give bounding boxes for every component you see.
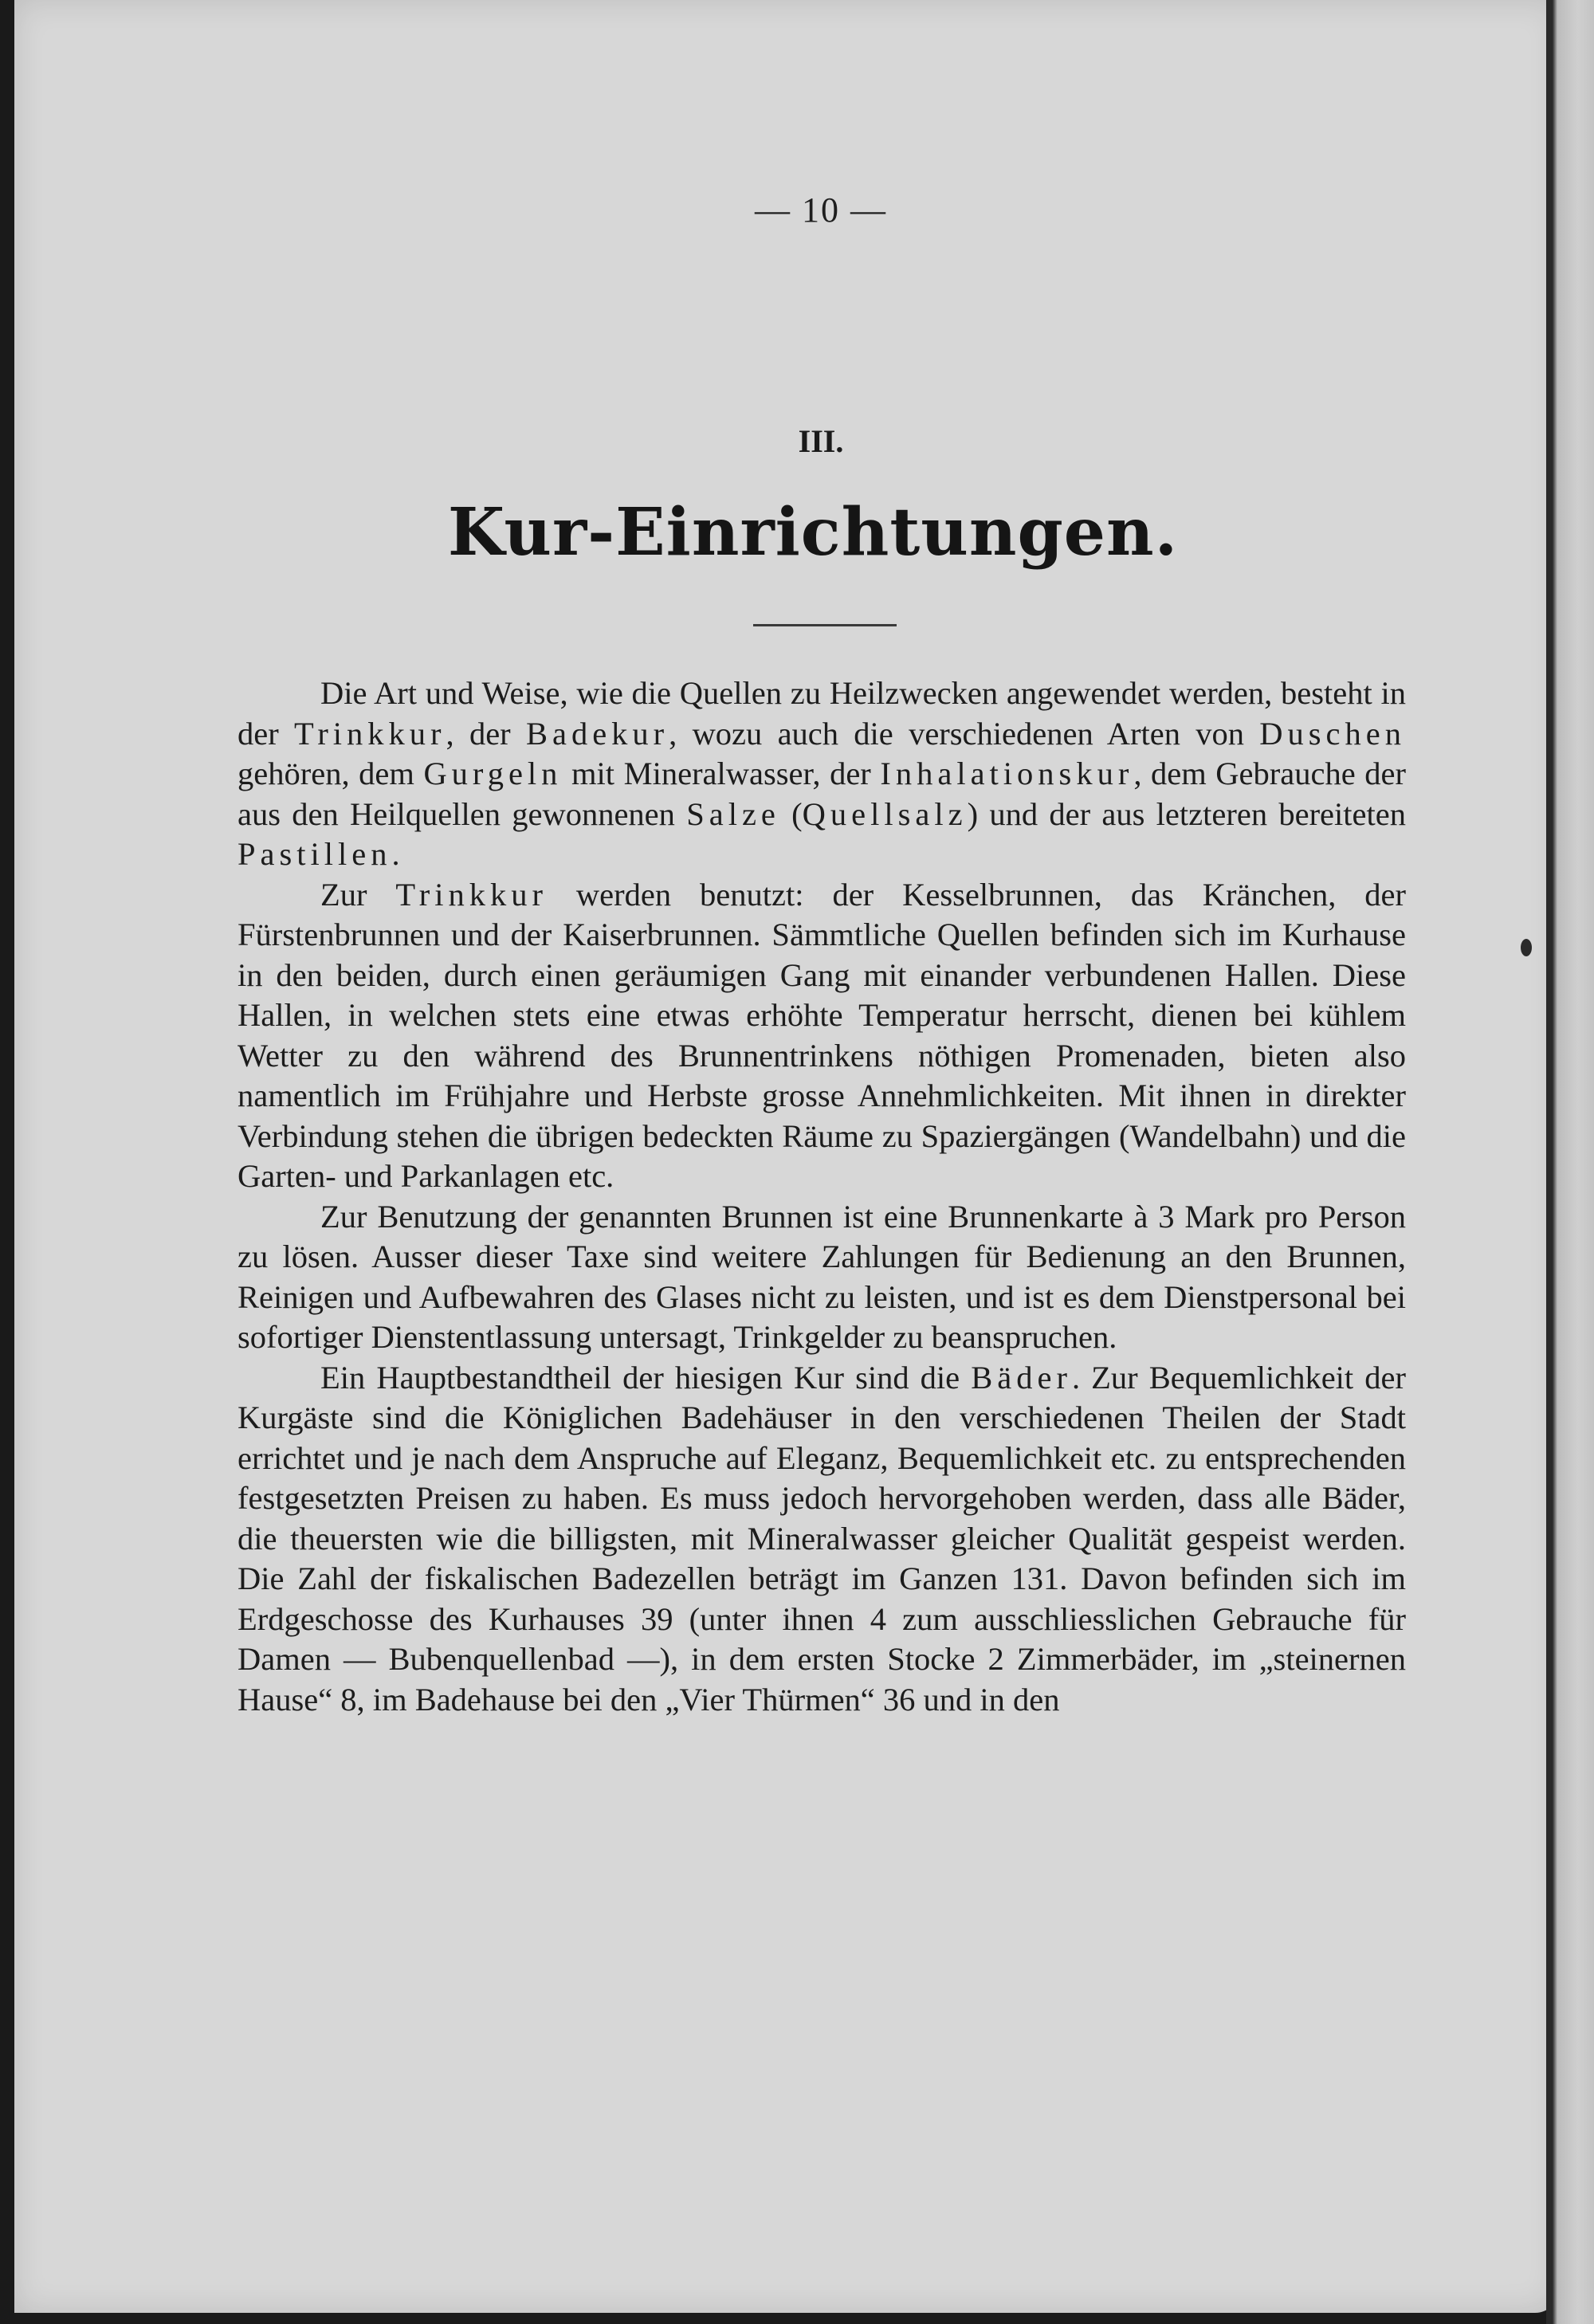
- text-run: mit Mineralwasser, der: [562, 756, 881, 791]
- paragraph: [238, 1358, 1406, 1721]
- chapter-title: Kur-Einrichtungen.: [447, 494, 1179, 571]
- text-run: . Zur Bequemlichkeit der Kurgäste sind die Königlichen Badehäuser in den verschiedenen Theilen der Stadt errichtet und je nach dem Anspruche auf Eleganz, Bequemlichkeit etc. zu entsprechenden festgesetzten Preisen zu haben. Es muss jedoch hervorgehoben werden, dass alle Bäder, die theuersten wie die billigsten, mit Mineralwasser gleicher Qualität gespeist werden. Die Zahl der fiskalischen Badezellen beträgt im Ganzen 131. Davon befinden sich im Erdgeschosse des Kurhauses 39 (unter ihnen 4 zum ausschliesslichen Gebrauche für Damen — Bubenquellenbad —), in dem ersten Stocke 2 Zimmerbäder, im „steinernen Hause“ 8, im Badehause bei den „Vier Thürmen“ 36 und in den: [238, 1359, 1406, 1717]
- title-divider: [753, 624, 897, 626]
- paragraph: [238, 1197, 1406, 1358]
- spaced-term: Trinkkur: [294, 715, 446, 752]
- page-number: — 10 —: [755, 190, 887, 230]
- text-run: , dem Gebrauche der aus den Heilquellen gewonnenen: [238, 756, 1406, 832]
- spaced-term: Bäder: [971, 1359, 1072, 1396]
- spaced-term: Quellsalz: [802, 795, 968, 832]
- text-run: Zur Benutzung der genannten Brunnen ist eine Brunnenkarte à 3 Mark pro Person zu lösen. Ausser dieser Taxe sind weitere Zahlungen für Bedienung an den Brunnen, Reinigen und Aufbewahren des Glases nicht zu leisten, und ist es dem Dienstpersonal bei sofortiger Dienstentlassung untersagt, Trinkgelder zu beanspruchen.: [238, 1198, 1406, 1355]
- text-run: , der: [446, 715, 526, 752]
- paragraph: [238, 875, 1406, 1197]
- spaced-term: Badekur: [525, 715, 669, 752]
- spaced-term: Duschen: [1259, 715, 1406, 752]
- chapter-number: III.: [798, 423, 844, 459]
- text-run: gehören, dem: [238, 756, 424, 791]
- text-run: .: [391, 836, 400, 872]
- spaced-term: Pastillen: [238, 836, 392, 872]
- text-run: (: [779, 795, 803, 832]
- text-run: Ein Hauptbestandtheil der hiesigen Kur sind die: [320, 1359, 972, 1396]
- text-run: Die Art und Weise, wie die Quellen zu Heilzwecken angewendet werden, besteht in der: [238, 675, 1406, 752]
- body-text: [238, 673, 1406, 1720]
- text-run: , wozu auch die verschiedenen Arten von: [669, 715, 1260, 752]
- ink-blot: [1521, 939, 1532, 956]
- paragraph: [238, 673, 1406, 875]
- text-run: werden benutzt: der Kesselbrunnen, das Kränchen, der Fürstenbrunnen und der Kaiserbrunnen. Sämmtliche Quellen befinden sich im Kurhause in den beiden, durch einen geräumigen Gang mit einander verbundenen Hallen. Diese Hallen, in welchen stets eine etwas erhöhte Temperatur herrscht, dienen bei kühlem Wetter zu den während des Brunnentrinkens nöthigen Promenaden, bieten also namentlich im Frühjahre und Herbste grosse Annehmlichkeiten. Mit ihnen in direkter Verbindung stehen die übrigen bedeckten Räume zu Spaziergängen (Wandelbahn) und die Garten- und Parkanlagen etc.: [238, 876, 1406, 1194]
- spaced-term: Salze: [686, 795, 780, 832]
- text-run: ) und der aus letzteren bereiteten: [967, 795, 1406, 832]
- text-run: Zur: [320, 876, 396, 913]
- next-page-edge: [1546, 0, 1594, 2324]
- spaced-term: Inhalationskur: [880, 756, 1134, 791]
- spaced-term: Trinkkur: [395, 876, 548, 913]
- spaced-term: Gurgeln: [423, 756, 563, 791]
